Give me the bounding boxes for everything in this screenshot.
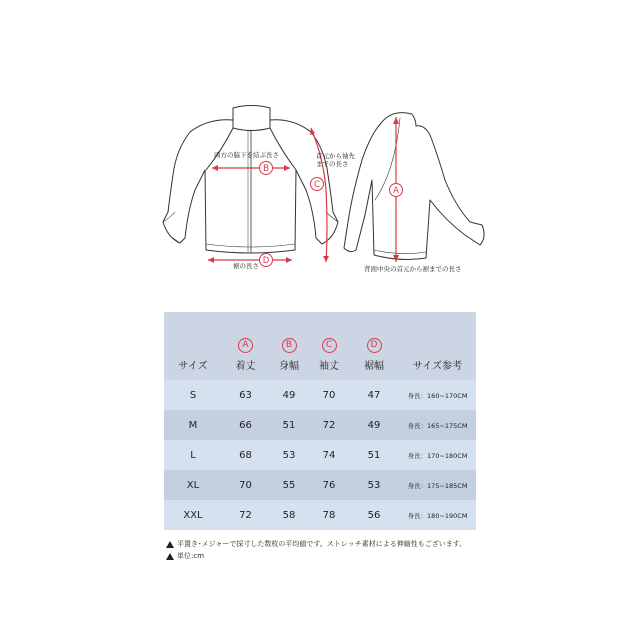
header-c [309, 312, 349, 380]
note-measurement [166, 538, 466, 550]
row-d-value: 47 [349, 380, 399, 410]
warning-icon [166, 553, 174, 560]
row-c-value: 70 [309, 380, 349, 410]
jacket-illustration [0, 0, 640, 300]
row-b-value: 53 [269, 440, 309, 470]
row-c-value: 74 [309, 440, 349, 470]
label-a: 背面中央の首元から裾までの長さ [364, 265, 462, 273]
row-b-value: 58 [269, 500, 309, 530]
header-d-label: 裾幅 [364, 361, 384, 372]
note-text: 平置き･メジャーで採寸した数枚の平均値です。ストレッチ素材による伸縮性もございます。 [177, 540, 467, 548]
row-size: M [164, 410, 222, 440]
row-c-value: 76 [309, 470, 349, 500]
row-a-value: 66 [222, 410, 269, 440]
row-d-value: 53 [349, 470, 399, 500]
row-d-value: 49 [349, 410, 399, 440]
row-a-value: 70 [222, 470, 269, 500]
header-b-letter: B [282, 338, 297, 353]
notes [166, 538, 466, 562]
label-b: 両方の脇下を結ぶ長さ [214, 151, 279, 159]
header-d-letter: D [367, 338, 382, 353]
row-ref: 身長：180~190CM [399, 500, 476, 530]
row-c-value: 78 [309, 500, 349, 530]
row-size: S [164, 380, 222, 410]
note-unit [166, 550, 466, 562]
row-a-value: 63 [222, 380, 269, 410]
label-d: 裾の長さ [233, 262, 259, 270]
row-d-value: 51 [349, 440, 399, 470]
header-b-label: 身幅 [279, 361, 299, 372]
row-ref: 身長：170~180CM [399, 440, 476, 470]
label-c: 首元から袖先までの長さ [316, 152, 355, 168]
header-size: サイズ [164, 312, 222, 380]
size-table [164, 312, 476, 530]
row-b-value: 49 [269, 380, 309, 410]
table-row [164, 500, 476, 530]
row-d-value: 56 [349, 500, 399, 530]
table-row [164, 440, 476, 470]
row-ref: 身長：165~175CM [399, 410, 476, 440]
note-text: 単位:cm [177, 552, 205, 560]
front-jacket [163, 106, 338, 254]
header-b [269, 312, 309, 380]
header-a [222, 312, 269, 380]
back-jacket [344, 113, 484, 260]
header-c-letter: C [322, 338, 337, 353]
marker-a: A [393, 186, 399, 196]
row-size: XL [164, 470, 222, 500]
header-c-label: 袖丈 [319, 361, 339, 372]
row-size: XXL [164, 500, 222, 530]
row-a-value: 68 [222, 440, 269, 470]
marker-d: D [262, 256, 270, 266]
header-d [349, 312, 399, 380]
row-b-value: 55 [269, 470, 309, 500]
row-c-value: 72 [309, 410, 349, 440]
table-header [164, 312, 476, 380]
measure-markers [260, 162, 403, 267]
marker-c: C [314, 180, 320, 190]
header-a-label: 着丈 [235, 361, 256, 372]
row-ref: 身長：175~185CM [399, 470, 476, 500]
header-a-letter: A [238, 338, 253, 353]
header-ref: サイズ参考 [399, 312, 476, 380]
row-size: L [164, 440, 222, 470]
row-b-value: 51 [269, 410, 309, 440]
warning-icon [166, 541, 174, 548]
row-a-value: 72 [222, 500, 269, 530]
table-row [164, 410, 476, 440]
row-ref: 身長：160~170CM [399, 380, 476, 410]
marker-b: B [263, 164, 269, 174]
table-row [164, 380, 476, 410]
table-row [164, 470, 476, 500]
